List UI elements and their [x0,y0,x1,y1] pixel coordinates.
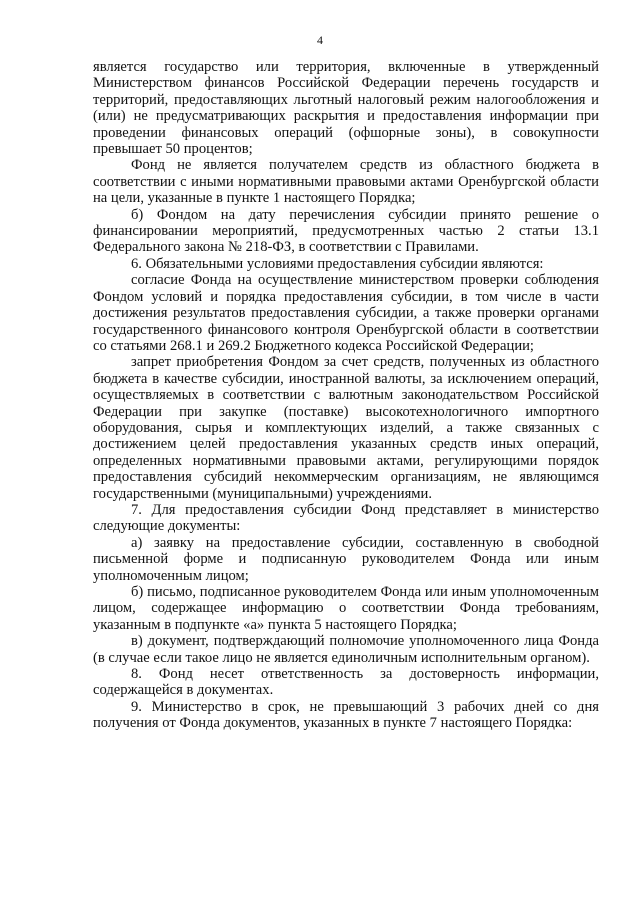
paragraph-item-b-financing-decision: б) Фондом на дату перечисления субсидии принято решение о финансировании мероприятий, предусмотренных частью 2 статьи 13.1 Федерального закона № 218-ФЗ, в соответствии с Правилами. [93,206,599,256]
paragraph-item-b-letter: б) письмо, подписанное руководителем Фонда или иным уполномоченным лицом, содержащее информацию о соответствии Фонда требованиям, указанным в подпункте «а» пункта 5 настоящего Порядка; [93,584,599,633]
paragraph-item-v-authority-document: в) документ, подтверждающий полномочие уполномоченного лица Фонда (в случае если такое лицо не является единоличным исполнительным органом). [93,633,599,666]
paragraph-section-6-heading: 6. Обязательными условиями предоставления субсидии являются: [131,255,544,272]
paragraph-item-a-application: а) заявку на предоставление субсидии, составленную в свободной письменной форме и подписанную руководителем Фонда или иным уполномоченным лицом; [93,534,599,584]
paragraph-section-7-heading: 7. Для предоставления субсидии Фонд представляет в министерство следующие документы: [93,501,599,535]
document-body [93,59,599,732]
paragraph-continuation-offshore: является государство или территория, включенные в утвержденный Министерством финансов Российской Федерации перечень государств и территорий, предоставляющих льготный налоговый режим налогообложения и (или) не предусматривающих раскрытия и предоставления информации при проведении финансовых операций (офшорные зоны), в совокупности превышает 50 процентов; [93,59,599,158]
paragraph-fund-not-recipient: Фонд не является получателем средств из областного бюджета в соответствии с иными нормативными правовыми актами Оренбургской области на цели, указанные в пункте 1 настоящего Порядка; [93,157,599,207]
page-number: 4 [317,33,323,47]
paragraph-section-9-ministry: 9. Министерство в срок, не превышающий 3 рабочих дней со дня получения от Фонда документов, указанных в пункте 7 настоящего Порядка: [93,698,599,732]
paragraph-consent-to-inspection: согласие Фонда на осуществление министерством проверки соблюдения Фондом условий и порядка предоставления субсидии, в том числе в части достижения результатов предоставления субсидии, а также проверки органами государственного финансового контроля Оренбургской области в соответствии со статьями 268.1 и 269.2 Бюджетного кодекса Российской Федерации; [93,272,599,354]
paragraph-section-8-responsibility: 8. Фонд несет ответственность за достоверность информации, содержащейся в документах. [93,666,599,699]
paragraph-currency-purchase-ban: запрет приобретения Фондом за счет средств, полученных из областного бюджета в качестве субсидии, иностранной валюты, за исключением операций, осуществляемых в соответствии с валютным законодательством Российской Федерации при закупке (поставке) высокотехнологичного импортного оборудования, сырья и комплектующих изделий, а также связанных с достижением целей предоставления указанных средств иных операций, определенных нормативными правовыми актами, регулирующими порядок предоставления субсидий некоммерческим организациям, не являющимся государственными (муниципальными) учреждениями. [93,354,599,502]
